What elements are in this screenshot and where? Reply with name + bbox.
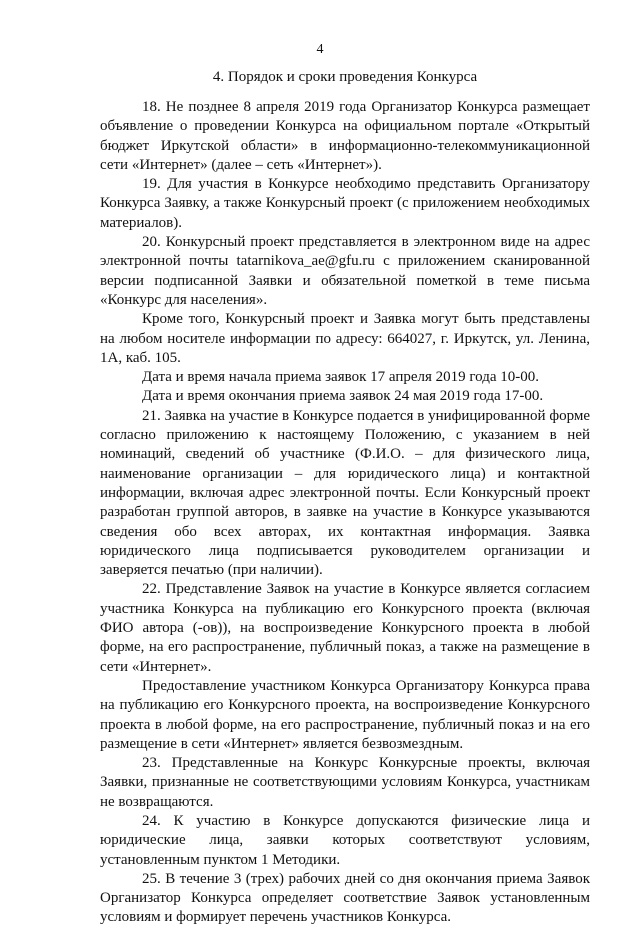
paragraph-20: 20. Конкурсный проект представляется в электронном виде на адрес электронной почты tatarnikova_ae@gfu.ru с приложением сканированной версии подписанной Заявки и обязательной пометкой в теме письма «Конкурс для населения». <box>100 234 590 308</box>
paragraph-22: 22. Представление Заявок на участие в Конкурсе является согласием участника Конкурса на публикацию его Конкурсного проекта (включая ФИО автора (-ов)), на воспроизведение Конкурсного проекта в любой форме, на его распространение, публичный показ, а также на размещение в сети «Интернет». <box>100 581 590 675</box>
page-number: 4 <box>316 42 324 57</box>
paragraph-22-rights: Предоставление участником Конкурса Организатору Конкурса права на публикацию его Конкурсного проекта, на воспроизведение Конкурсного проекта в любой форме, на его распространение, публичный показ и на его размещение в сети «Интернет» является безвозмездным. <box>100 677 590 752</box>
section-heading: 4. Порядок и сроки проведения Конкурса <box>212 69 478 85</box>
paragraph-24: 24. К участию в Конкурсе допускаются физические лица и юридические лица, заявки которых соответствуют условиям, установленным пунктом 1 Методики. <box>100 812 590 868</box>
paragraph-25: 25. В течение 3 (трех) рабочих дней со дня окончания приема Заявок Организатор Конкурса определяет соответствие Заявок установленным условиям и формирует перечень участников Конкурса. <box>100 870 590 926</box>
paragraph-end-date: Дата и время окончания приема заявок 24 мая 2019 года 17-00. <box>142 388 544 405</box>
paragraph-start-date: Дата и время начала приема заявок 17 апреля 2019 года 10-00. <box>142 369 540 386</box>
paragraph-21: 21. Заявка на участие в Конкурсе подается в унифицированной форме согласно приложению к настоящему Положению, с указанием в ней номинаций, сведений об участнике (Ф.И.О. – для физического лица, наименование организации – для юридического лица) и контактной информации, включая адрес электронной почты. Если Конкурсный проект разработан группой авторов, в заявке на участие в Конкурсе указываются сведения обо всех авторах, их контактная информация. Заявка юридического лица подписывается руководителем организации и заверяется печатью (при наличии). <box>100 407 590 579</box>
paragraph-20-address: Кроме того, Конкурсный проект и Заявка могут быть представлены на любом носителе информации по адресу: 664027, г. Иркутск, ул. Ленина, 1А, каб. 105. <box>100 311 590 366</box>
paragraph-19: 19. Для участия в Конкурсе необходимо представить Организатору Конкурса Заявку, а также Конкурсный проект (с приложением необходимых материалов). <box>100 176 590 231</box>
paragraph-23: 23. Представленные на Конкурс Конкурсные проекты, включая Заявки, признанные не соответствующими условиям Конкурса, участникам не возвращаются. <box>100 755 590 810</box>
paragraph-18: 18. Не позднее 8 апреля 2019 года Организатор Конкурса размещает объявление о проведении Конкурса на официальном портале «Открытый бюджет Иркутской области» в информационно-телекоммуникационной сети «Интернет» (далее – сеть «Интернет»). <box>100 99 590 173</box>
body-text <box>100 98 590 928</box>
